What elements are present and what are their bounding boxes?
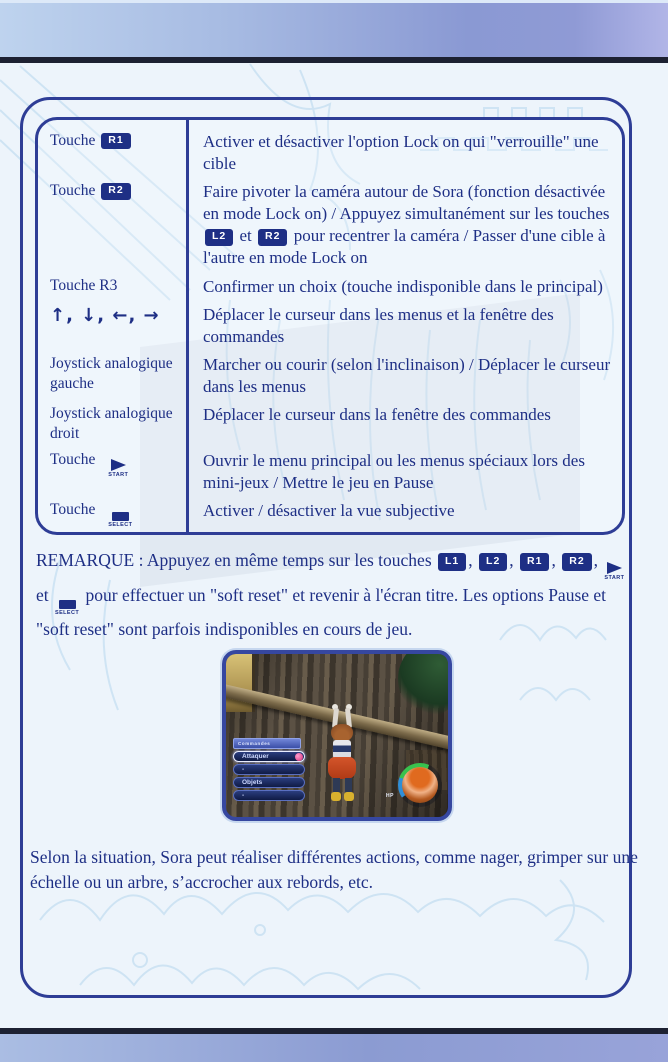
control-key	[38, 181, 189, 269]
control-key-label: Touche	[50, 132, 96, 149]
menu-item-label: Attaquer	[242, 753, 269, 760]
controls-table	[35, 117, 625, 535]
select-button-icon: SELECT	[108, 512, 132, 529]
control-key: Joystick analogique gauche	[50, 354, 173, 392]
control-description	[189, 181, 622, 269]
table-row	[38, 276, 622, 298]
table-row	[38, 131, 622, 175]
command-menu	[233, 738, 313, 801]
hp-gauge	[384, 761, 442, 811]
select-button-icon: SELECT	[55, 600, 79, 618]
command-menu-item-attack	[233, 751, 305, 762]
description-text: pour recentrer la caméra / Passer d'une cible à l'autre en mode Lock on	[203, 226, 606, 268]
control-key-label: Touche	[50, 500, 96, 518]
control-description: Marcher ou courir (selon l'inclinaison) / Déplacer le curseur dans les menus	[203, 354, 611, 396]
dpad-arrows: ↑, ↓, ←, →	[50, 304, 160, 326]
hp-label: HP	[386, 793, 394, 799]
table-row	[38, 304, 622, 348]
control-description: Déplacer le curseur dans les menus et la fenêtre des commandes	[203, 304, 554, 346]
table-row	[38, 354, 622, 398]
remark-text: ,	[509, 550, 519, 570]
r2-button-badge: R2	[101, 183, 130, 199]
gameplay-screenshot	[222, 650, 452, 821]
table-row	[38, 500, 622, 529]
l2-button-badge: L2	[479, 553, 507, 571]
top-divider-rule	[0, 57, 668, 63]
command-menu-item-empty: -	[233, 790, 305, 801]
table-row	[38, 450, 622, 494]
control-description: Déplacer le curseur dans la fenêtre des commandes	[203, 405, 551, 425]
sora-portrait	[402, 767, 438, 803]
remark-text: et	[36, 584, 54, 605]
l2-button-badge: L2	[205, 229, 233, 246]
command-menu-item-empty: -	[233, 764, 305, 775]
control-key	[38, 500, 189, 529]
description-text: Faire pivoter la caméra autour de Sora (fonction désactivée en mode Lock on) / Appuyez simultanément sur les touches	[203, 182, 610, 224]
r1-button-badge: R1	[520, 553, 549, 571]
sora-character	[324, 704, 360, 808]
table-row	[38, 181, 622, 269]
remark-paragraph	[36, 548, 638, 642]
r2-button-badge: R2	[258, 229, 287, 246]
remark-text: ,	[593, 550, 603, 570]
actions-note-paragraph: Selon la situation, Sora peut réaliser différentes actions, comme nager, grimper sur une échelle ou un arbre, s’accrocher aux rebords, etc.	[30, 847, 638, 892]
control-key	[38, 450, 189, 494]
bottom-gradient-bar	[0, 1034, 668, 1062]
r1-button-badge: R1	[101, 133, 130, 149]
control-description: Activer / désactiver la vue subjective	[203, 500, 455, 520]
remark-text: REMARQUE : Appuyez en même temps sur les touches	[36, 550, 437, 570]
control-key	[38, 131, 189, 175]
remark-text: ,	[468, 550, 478, 570]
command-menu-item-items: Objets	[233, 777, 305, 788]
control-key: Touche R3	[50, 276, 118, 294]
remark-text: ,	[551, 550, 561, 570]
control-key-label: Touche	[50, 450, 96, 468]
r2-button-badge: R2	[562, 553, 591, 571]
l1-button-badge: L1	[438, 553, 466, 571]
remark-text: pour effectuer un "soft reset" et revenir à l'écran titre. Les options Pause et "soft reset" sont parfois indisponibles en cours de jeu.	[36, 584, 607, 640]
table-row	[38, 404, 622, 444]
lock-on-orb-icon	[295, 753, 303, 761]
control-description: Confirmer un choix (touche indisponible dans le principal)	[203, 276, 603, 296]
control-key: Joystick analogique droit	[50, 405, 173, 442]
foliage	[398, 650, 452, 716]
control-description: Activer et désactiver l'option Lock on qui "verrouille" une cible	[203, 132, 599, 174]
control-key-label: Touche	[50, 182, 96, 200]
start-button-icon: START	[604, 562, 624, 583]
start-button-icon: START	[108, 459, 128, 479]
command-menu-header: Commandes	[233, 738, 301, 749]
description-text: et	[235, 226, 257, 246]
control-description: Ouvrir le menu principal ou les menus spéciaux lors des mini-jeux / Mettre le jeu en Pause	[203, 450, 585, 492]
top-gradient-bar	[0, 0, 668, 57]
